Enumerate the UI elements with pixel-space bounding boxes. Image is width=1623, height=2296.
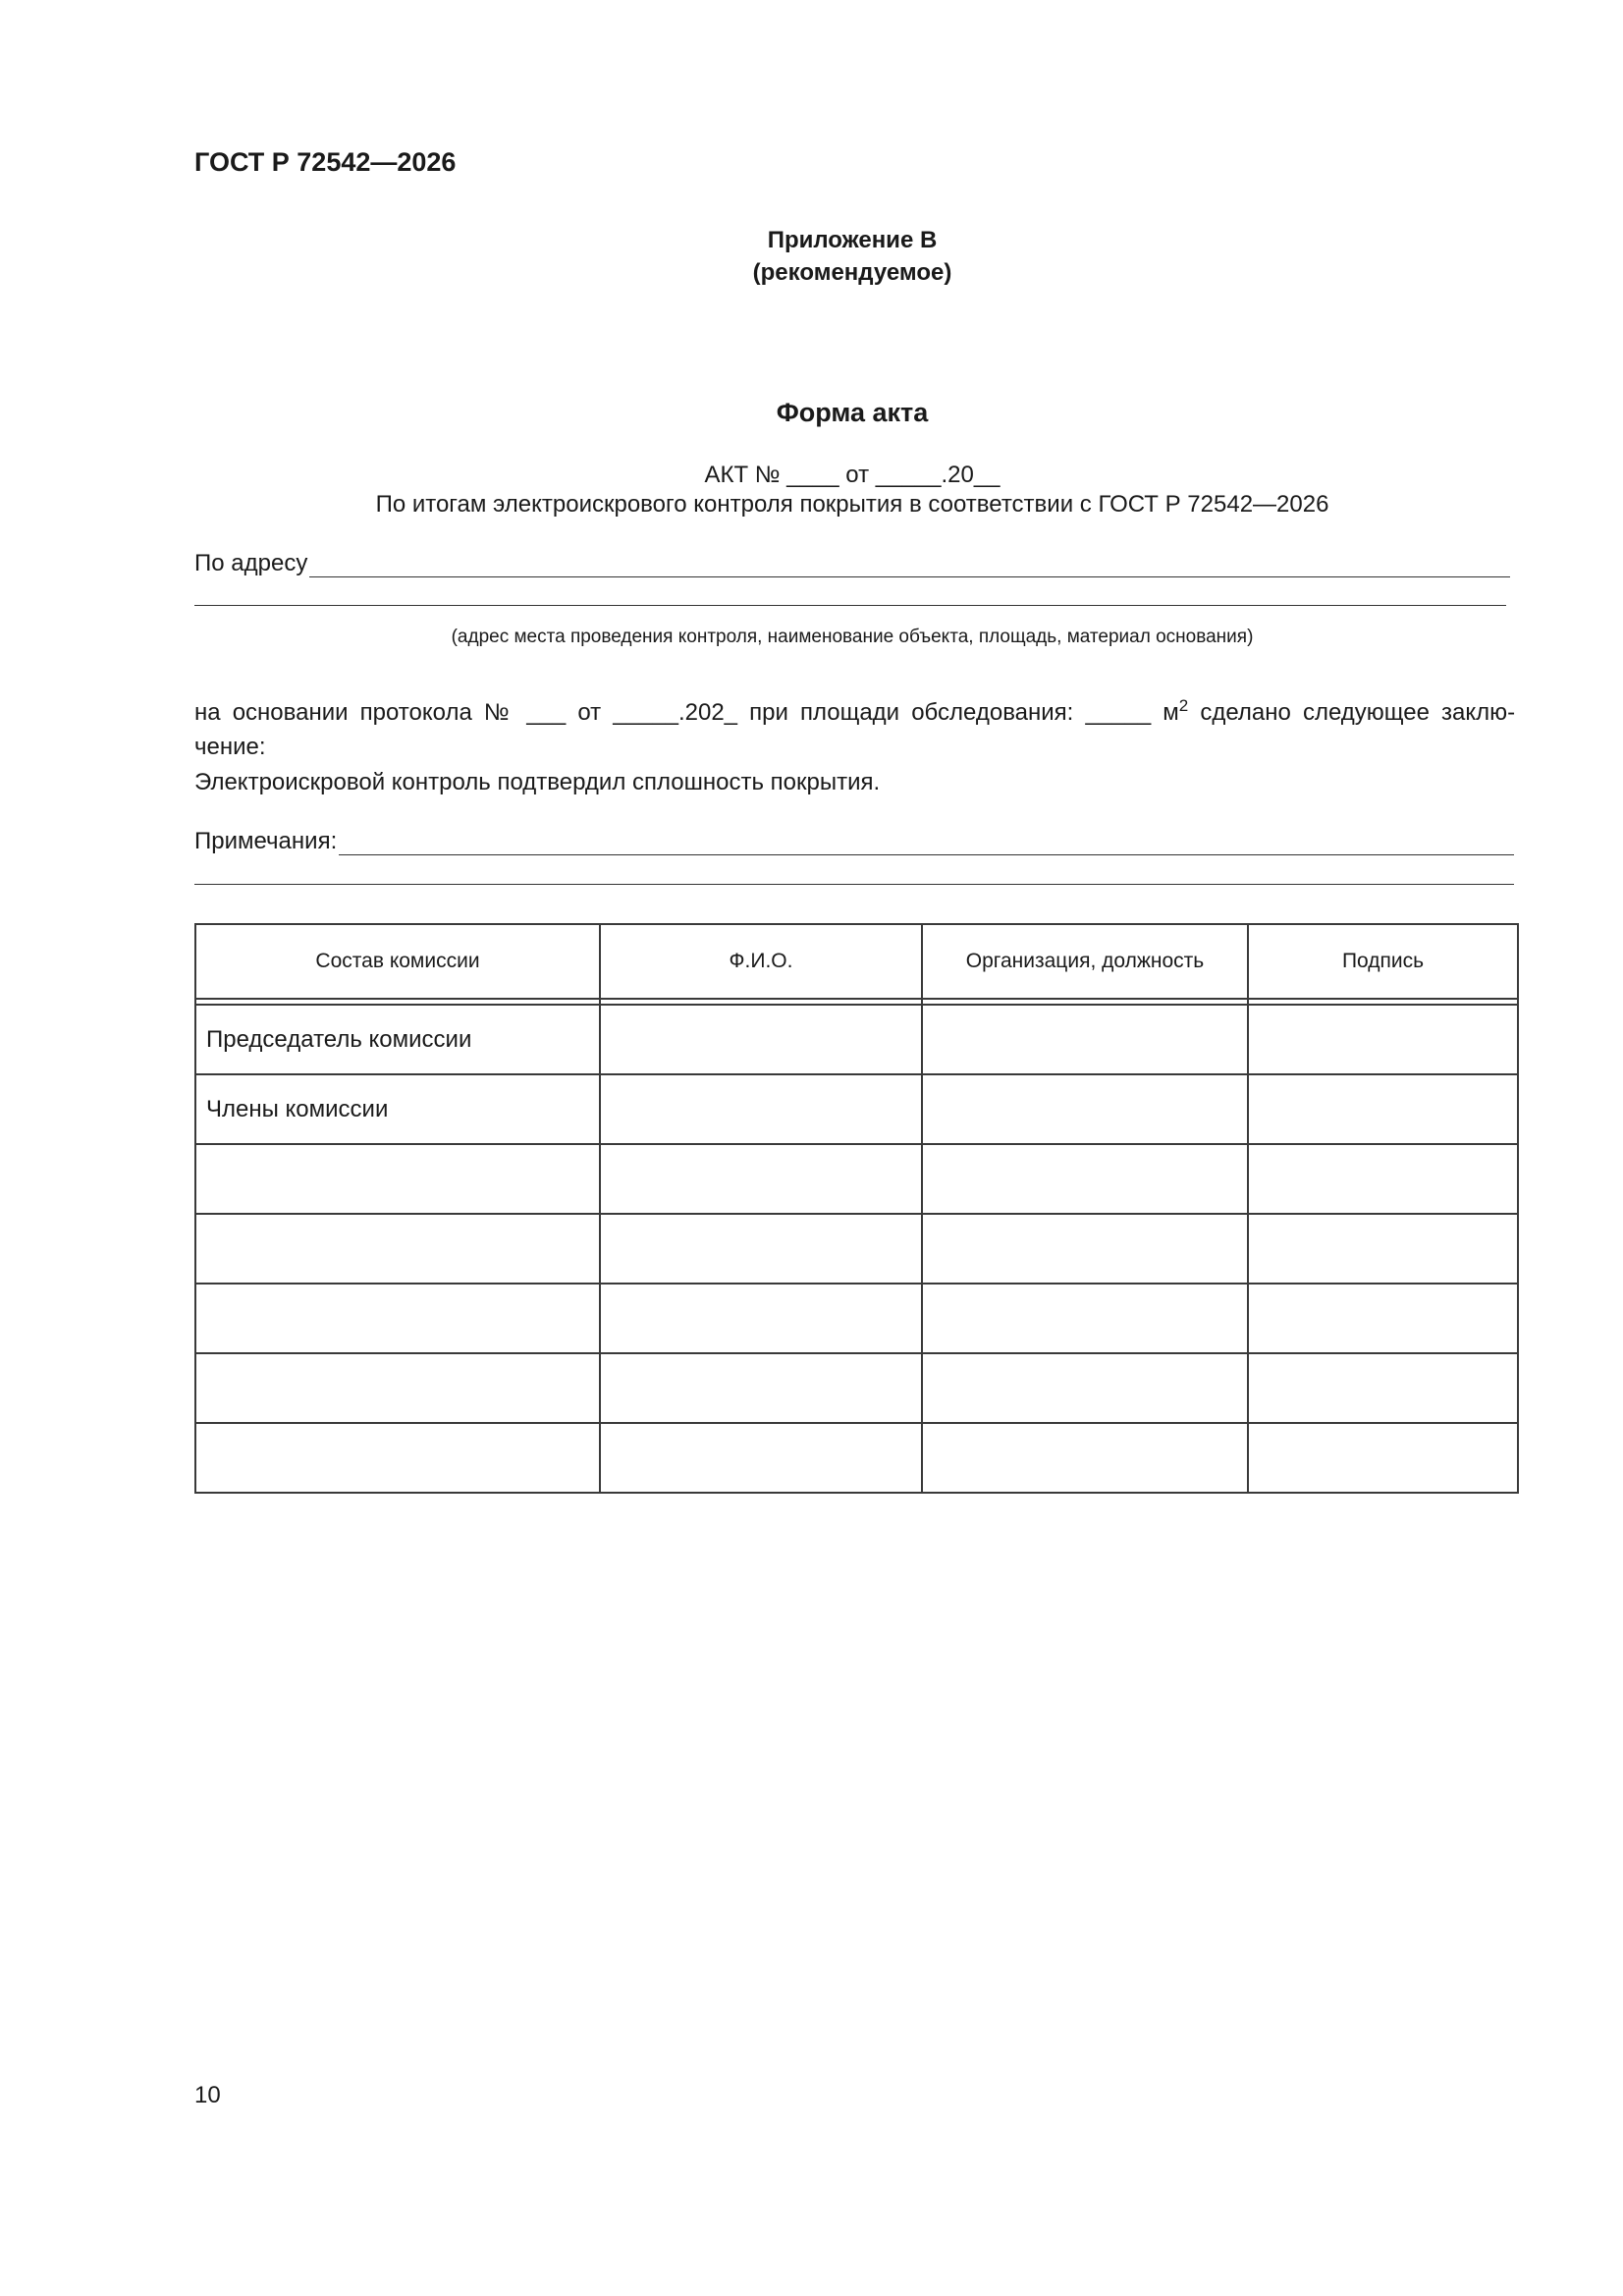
act-subtitle: По итогам электроискрового контроля покрытия в соответствии с ГОСТ Р 72542—2026 (375, 491, 1329, 518)
conclusion-text: Электроискровой контроль подтвердил сплошность покрытия. (194, 769, 881, 795)
appendix-title: Приложение В (767, 227, 938, 253)
table-row (195, 1005, 1518, 1074)
organization-cell (922, 1423, 1248, 1493)
form-title: Форма акта (776, 398, 929, 427)
name-cell (600, 1284, 922, 1353)
signature-cell (1248, 1214, 1518, 1284)
appendix-status: (рекомендуемое) (752, 259, 952, 286)
name-cell (600, 1074, 922, 1144)
role-cell: Члены комиссии (195, 1074, 600, 1144)
table-row (195, 1284, 1518, 1353)
organization-cell (922, 1005, 1248, 1074)
notes-blank-line-2 (194, 884, 1514, 885)
header-full-name: Ф.И.О. (600, 924, 922, 999)
header-organization-position: Организация, должность (922, 924, 1248, 999)
name-cell (600, 1005, 922, 1074)
address-blank (309, 553, 1510, 577)
signature-cell (1248, 1353, 1518, 1423)
signature-cell (1248, 1074, 1518, 1144)
standard-code: ГОСТ Р 72542—2026 (194, 147, 457, 177)
organization-cell (922, 1074, 1248, 1144)
signature-cell (1248, 1284, 1518, 1353)
signature-cell (1248, 1144, 1518, 1214)
address-blank-line-2 (194, 605, 1506, 606)
name-cell (600, 1353, 922, 1423)
table-row (195, 1214, 1518, 1284)
address-hint: (адрес места проведения контроля, наименование объекта, площадь, материал основания) (451, 627, 1254, 647)
role-cell (195, 1284, 600, 1353)
organization-cell (922, 1214, 1248, 1284)
table-header-row (195, 924, 1518, 999)
basis-line: на основании протокола № ___ от _____.202_ при площади обследования: _____ $м^2$ сделано следующее заклю- (194, 696, 1516, 726)
organization-cell (922, 1353, 1248, 1423)
role-cell: Председатель комиссии (195, 1005, 600, 1074)
address-field (194, 550, 1510, 577)
page-number: 10 (194, 2082, 221, 2108)
header-commission: Состав комиссии (195, 924, 600, 999)
role-cell (195, 1144, 600, 1214)
commission-table (194, 923, 1519, 1494)
organization-cell (922, 1284, 1248, 1353)
organization-cell (922, 1144, 1248, 1214)
notes-blank (339, 831, 1514, 855)
table-row (195, 1423, 1518, 1493)
signature-cell (1248, 1005, 1518, 1074)
role-cell (195, 1353, 600, 1423)
notes-field (194, 828, 1514, 855)
table-row (195, 1074, 1518, 1144)
signature-cell (1248, 1423, 1518, 1493)
name-cell (600, 1144, 922, 1214)
unit-superscript: 2 (1178, 696, 1189, 715)
address-label: По адресу (194, 550, 308, 576)
role-cell (195, 1423, 600, 1493)
name-cell (600, 1423, 922, 1493)
name-cell (600, 1214, 922, 1284)
notes-label: Примечания: (194, 828, 338, 854)
table-row (195, 1353, 1518, 1423)
act-number-line: АКТ № ____ от _____.20__ (704, 462, 1001, 488)
header-signature: Подпись (1248, 924, 1518, 999)
table-row (195, 1144, 1518, 1214)
basis-continuation: чение: (194, 734, 266, 760)
role-cell (195, 1214, 600, 1284)
